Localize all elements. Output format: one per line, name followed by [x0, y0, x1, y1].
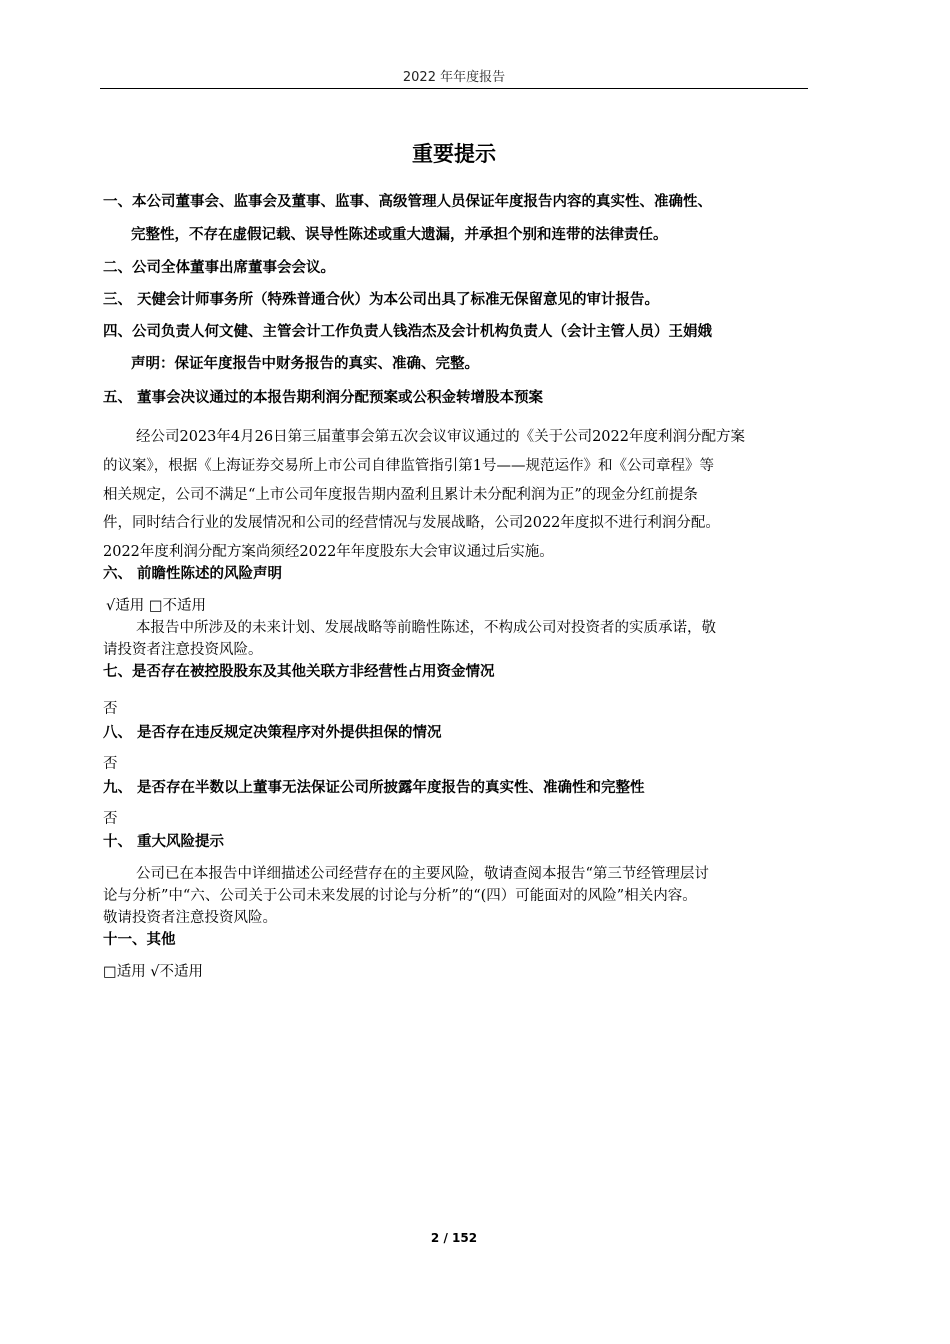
item-10-body-line: 论与分析”中“六、公司关于公司未来发展的讨论与分析”的“(四）可能面对的风险”相关内容。	[103, 888, 697, 904]
item-6-heading: 六、 前瞻性陈述的风险声明	[103, 566, 283, 582]
item-5-body-line: 件，同时结合行业的发展情况和公司的经营情况与发展战略，公司2022年度拟不进行利润分配。	[103, 515, 720, 531]
item-11-applicability: □适用 √不适用	[103, 964, 204, 980]
item-9-heading: 九、 是否存在半数以上董事无法保证公司所披露年度报告的真实性、准确性和完整性	[103, 780, 645, 796]
item-7-heading: 七、是否存在被控股股东及其他关联方非经营性占用资金情况	[103, 664, 495, 680]
item-4-line-2: 声明：保证年度报告中财务报告的真实、准确、完整。	[131, 356, 479, 372]
item-8-heading: 八、 是否存在违反规定决策程序对外提供担保的情况	[103, 725, 442, 741]
item-9-answer: 否	[103, 811, 118, 827]
item-1-line-1: 一、本公司董事会、监事会及董事、监事、高级管理人员保证年度报告内容的真实性、准确性、	[103, 194, 712, 210]
running-header: 2022 年年度报告	[402, 70, 506, 85]
item-10-heading: 十、 重大风险提示	[103, 834, 225, 850]
item-6-applicability: √适用 □不适用	[106, 598, 207, 614]
item-6-body-line: 请投资者注意投资风险。	[103, 642, 263, 658]
item-1-line-2: 完整性，不存在虚假记载、误导性陈述或重大遗漏，并承担个别和连带的法律责任。	[131, 227, 668, 243]
item-5-body-line: 2022年度利润分配方案尚须经2022年年度股东大会审议通过后实施。	[103, 544, 554, 560]
item-2: 二、公司全体董事出席董事会会议。	[103, 260, 335, 276]
item-10-body-line: 公司已在本报告中详细描述公司经营存在的主要风险，敬请查阅本报告“第三节经管理层讨	[136, 866, 709, 882]
item-5-heading: 五、 董事会决议通过的本报告期利润分配预案或公积金转增股本预案	[103, 390, 544, 406]
item-6-body-line: 本报告中所涉及的未来计划、发展战略等前瞻性陈述，不构成公司对投资者的实质承诺，敬	[136, 620, 716, 636]
header-rule	[100, 88, 808, 89]
item-11-heading: 十一、其他	[103, 932, 176, 948]
item-10-body-line: 敬请投资者注意投资风险。	[103, 910, 277, 926]
item-8-answer: 否	[103, 756, 118, 772]
item-4-line-1: 四、公司负责人何文健、主管会计工作负责人钱浩杰及会计机构负责人（会计主管人员）王娟娥	[103, 324, 712, 340]
page-title: 重要提示	[412, 142, 496, 166]
item-3: 三、 天健会计师事务所（特殊普通合伙）为本公司出具了标准无保留意见的审计报告。	[103, 292, 660, 308]
item-7-answer: 否	[103, 701, 118, 717]
item-5-body-line: 相关规定，公司不满足“上市公司年度报告期内盈利且累计未分配利润为正”的现金分红前提条	[103, 487, 698, 503]
item-5-body-line: 的议案》，根据《上海证券交易所上市公司自律监管指引第1号——规范运作》和《公司章程》等	[103, 458, 714, 474]
item-5-body-line: 经公司2023年4月26日第三届董事会第五次会议审议通过的《关于公司2022年度利润分配方案	[136, 429, 745, 445]
page-number: 2 / 152	[430, 1231, 478, 1245]
